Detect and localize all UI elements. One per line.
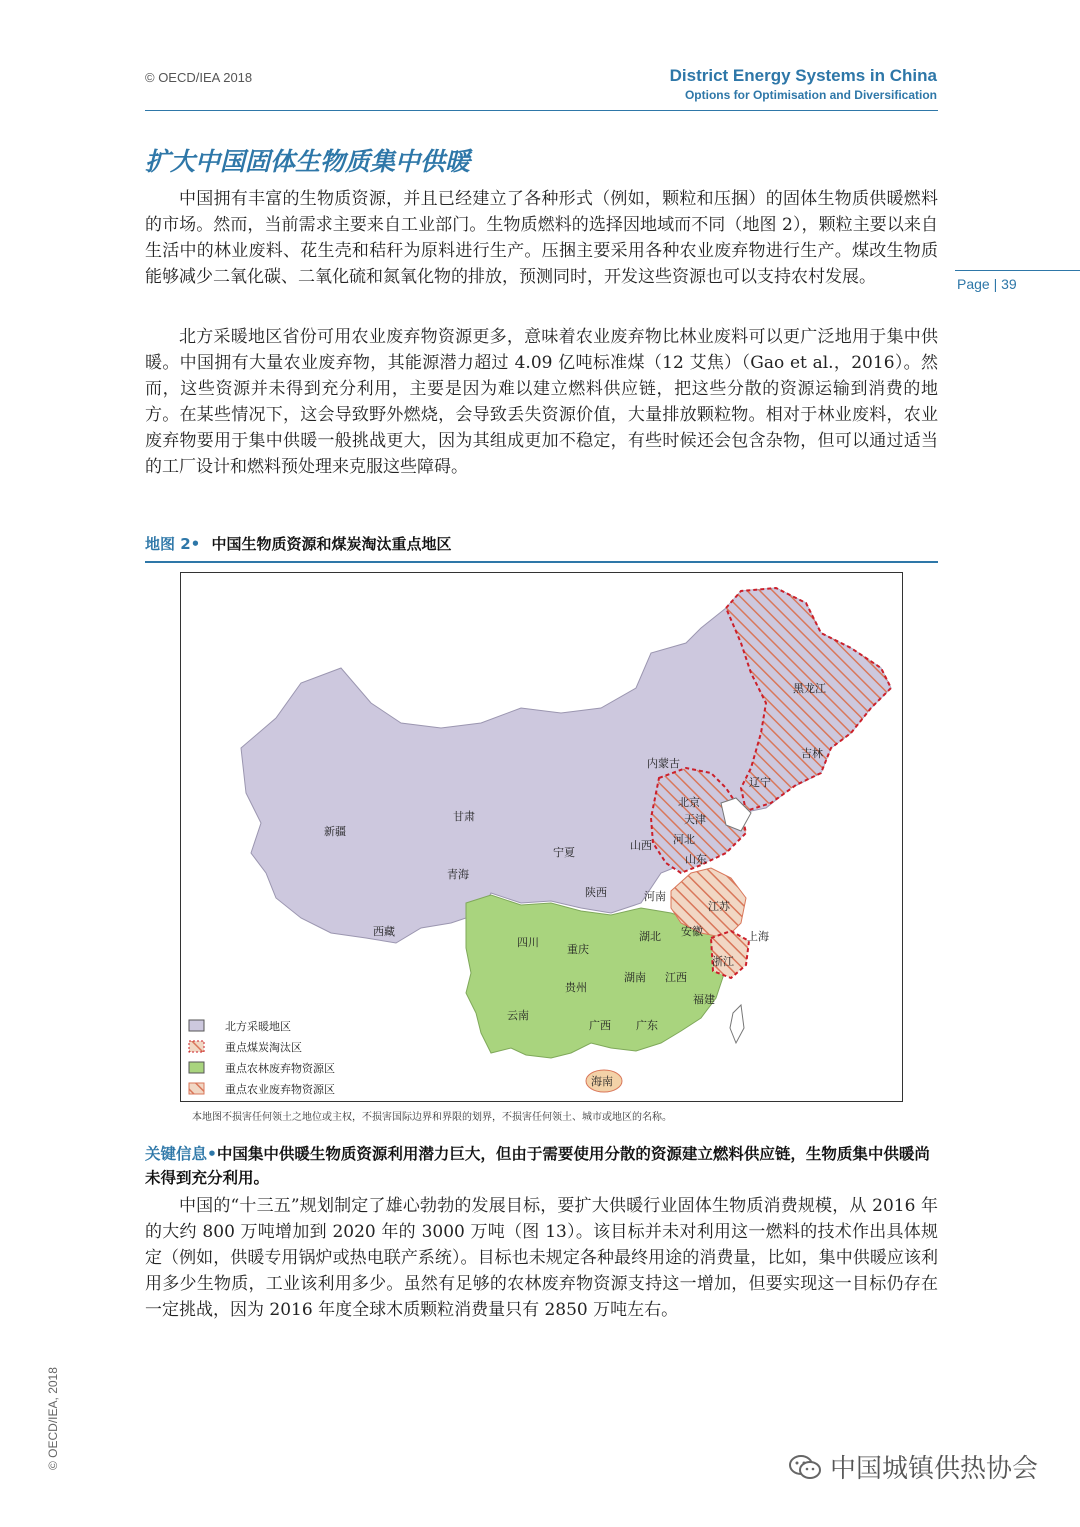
label-shandong: 山东 — [685, 853, 707, 866]
page-number-divider — [955, 270, 1080, 271]
label-tianjin: 天津 — [684, 813, 706, 826]
taiwan-island — [730, 1005, 744, 1043]
label-qinghai: 青海 — [447, 868, 469, 881]
header-block — [670, 66, 937, 102]
section-heading: 扩大中国固体生物质集中供暖 — [145, 147, 471, 176]
vertical-copyright: © OECD/IEA, 2018 — [46, 1367, 60, 1470]
label-chongqing: 重庆 — [567, 943, 589, 956]
legend-label-north: 北方采暖地区 — [225, 1020, 291, 1033]
label-fujian: 福建 — [693, 993, 715, 1006]
label-beijing: 北京 — [678, 796, 700, 809]
page-number: Page | 39 — [957, 276, 1017, 292]
label-hebei: 河北 — [673, 833, 695, 846]
legend-label-agro-forest: 重点农林废弃物资源区 — [225, 1062, 335, 1075]
watermark-text: 中国城镇供热协会 — [830, 1454, 1039, 1484]
label-guangdong: 广东 — [636, 1019, 658, 1032]
legend-swatch-coal — [189, 1041, 204, 1052]
report-title: District Energy Systems in China — [669, 66, 937, 85]
label-sichuan: 四川 — [517, 936, 539, 949]
label-shanghai: 上海 — [747, 930, 769, 943]
label-shanxi: 山西 — [630, 839, 652, 852]
label-shaanxi: 陕西 — [585, 886, 607, 899]
report-subtitle: Options for Optimisation and Diversification — [684, 88, 937, 102]
key-message-text: 中国集中供暖生物质资源利用潜力巨大，但由于需要使用分散的资源建立燃料供应链，生物质集中供暖尚未得到充分利用。 — [145, 1145, 930, 1187]
key-message-label: 关键信息• — [145, 1145, 217, 1163]
label-guangxi: 广西 — [589, 1019, 611, 1032]
label-xinjiang: 新疆 — [324, 825, 346, 838]
legend-swatch-agricultural — [189, 1083, 204, 1094]
label-xizang: 西藏 — [373, 925, 395, 938]
legend-swatch-agro-forest — [189, 1062, 204, 1073]
label-jiangsu: 江苏 — [708, 900, 730, 913]
header-divider — [145, 110, 938, 111]
label-neimenggu: 内蒙古 — [647, 757, 680, 770]
label-yunnan: 云南 — [507, 1009, 529, 1022]
wechat-icon — [788, 1453, 822, 1481]
map-caption-divider — [145, 561, 938, 563]
label-hubei: 湖北 — [639, 930, 661, 943]
label-hunan: 湖南 — [624, 971, 646, 984]
label-jilin: 吉林 — [801, 747, 823, 760]
label-zhejiang: 浙江 — [712, 955, 734, 968]
header-copyright: © OECD/IEA 2018 — [145, 70, 253, 85]
label-henan: 河南 — [644, 890, 666, 903]
label-anhui: 安徽 — [681, 925, 703, 938]
map-caption-title: 中国生物质资源和煤炭淘汰重点地区 — [211, 535, 452, 553]
label-heilongjiang: 黑龙江 — [793, 682, 826, 695]
map-caption — [145, 533, 452, 554]
paragraph-3: 中国的“十三五”规划制定了雄心勃勃的发展目标，要扩大供暖行业固体生物质消费规模，从 2016 年的大约 800 万吨增加到 2020 年的 3000 万吨（图 13）。该目标并未对利用这一燃料的技术作出具体规定（例如，供暖专用锅炉或热电联产系统）。目标也未规定各种最终用途的消费量，比如，集中供暖应该利用多少生物质，工业该利用多少。虽然有足够的农林废弃物资源支持这一增加，但要实现这一目标仍存在一定挑战，因为 2016 年度全球木质颗粒消费量只有 2850 万吨左右。 — [145, 1196, 938, 1320]
paragraph-1: 中国拥有丰富的生物质资源，并且已经建立了各种形式（例如，颗粒和压捆）的固体生物质供暖燃料的市场。然而，当前需求主要来自工业部门。生物质燃料的选择因地域而不同（地图 2），颗粒主要以来自生活中的林业废料、花生壳和秸秆为原料进行生产。压捆主要采用各种农业废弃物进行生产。煤改生物质能够减少二氧化碳、二氧化硫和氮氧化物的排放，预测同时，开发这些资源也可以支持农村发展。 — [145, 189, 938, 287]
legend-label-agricultural: 重点农业废弃物资源区 — [225, 1083, 335, 1096]
legend-label-coal: 重点煤炭淘汰区 — [225, 1041, 302, 1054]
label-hainan: 海南 — [591, 1075, 613, 1088]
legend-swatch-north — [189, 1020, 204, 1031]
map-caption-label: 地图 2• — [145, 535, 201, 553]
label-liaoning: 辽宁 — [749, 776, 771, 789]
map-figure — [180, 572, 903, 1102]
watermark — [788, 1448, 1038, 1485]
key-message — [145, 1142, 938, 1190]
map-disclaimer: 本地图不损害任何领土之地位或主权，不损害国际边界和界限的划界，不损害任何领土、城市或地区的名称。 — [192, 1112, 672, 1123]
label-guizhou: 贵州 — [565, 981, 587, 994]
paragraph-2: 北方采暖地区省份可用农业废弃物资源更多，意味着农业废弃物比林业废料可以更广泛地用于集中供暖。中国拥有大量农业废弃物，其能源潜力超过 4.09 亿吨标准煤（12 艾焦）（Gao et al.，2016）。然而，这些资源并未得到充分利用，主要是因为难以建立燃料供应链，把这些分散的资源运输到消费的地方。在某些情况下，这会导致野外燃烧，会导致丢失资源价值，大量排放颗粒物。相对于林业废料，农业废弃物要用于集中供暖一般挑战更大，因为其组成更加不稳定，有些时候还会包含杂物，但可以通过适当的工厂设计和燃料预处理来克服这些障碍。 — [145, 327, 938, 477]
map-legend — [189, 1019, 335, 1096]
china-map — [181, 573, 902, 1101]
label-jiangxi: 江西 — [665, 971, 687, 984]
label-ningxia: 宁夏 — [553, 846, 575, 859]
label-gansu: 甘肃 — [453, 810, 475, 823]
